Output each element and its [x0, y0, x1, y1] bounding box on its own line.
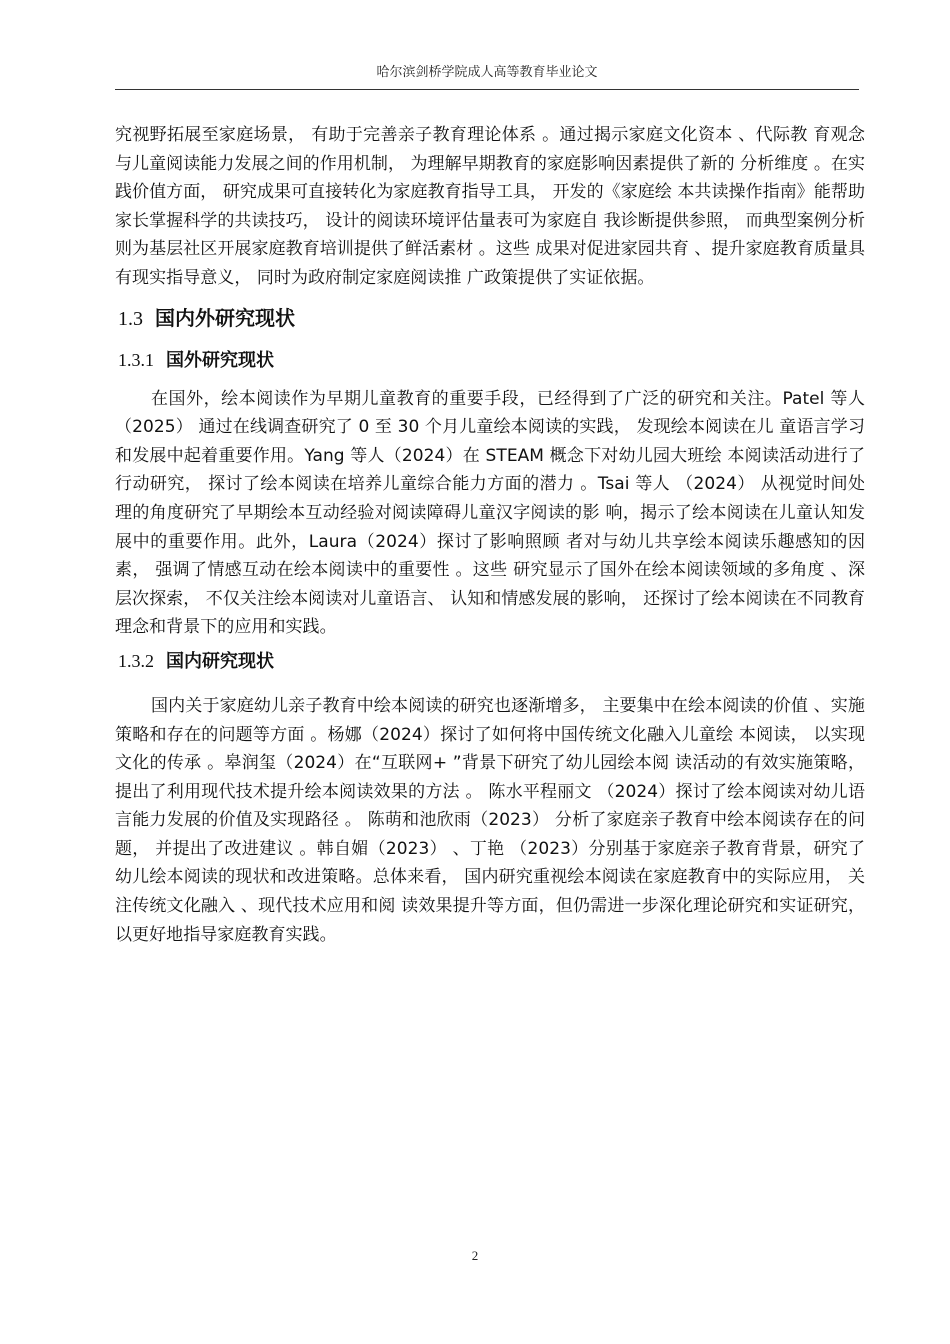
- subsection-heading-1-3-2: [118, 646, 865, 676]
- subsection-heading-1-3-1: [118, 345, 865, 375]
- section-heading-1-3: [118, 301, 865, 335]
- subsection-number: 1.3.2: [118, 650, 154, 671]
- section-number: 1.3: [118, 307, 143, 330]
- foreign-research-paragraph: 在国外，绘本阅读作为早期儿童教育的重要手段，已经得到了广泛的研究和关注。Patel 等人（2025） 通过在线调查研究了 0 至 30 个月儿童绘本阅读的实践， 发现绘本阅读在儿 童语言学习和发展中起着重要作用。Yang 等人（2024）在 STEAM 概念下对幼儿园大班绘 本阅读活动进行了行动研究， 探讨了绘本阅读在培养儿童综合能力方面的潜力 。Tsai 等人 （2024） 从视觉时间处理的角度研究了早期绘本互动经验对阅读障碍儿童汉字阅读的影 响，揭示了绘本阅读在儿童认知发展中的重要作用。此外，Laura（2024）探讨了影响照顾 者对与幼儿共享绘本阅读乐趣感知的因素， 强调了情感互动在绘本阅读中的重要性 。这些 研究显示了国外在绘本阅读领域的多角度 、深层次探索， 不仅关注绘本阅读对儿童语言、 认知和情感发展的影响， 还探讨了绘本阅读在不同教育理念和背景下的应用和实践。: [115, 388, 865, 638]
- section-title: 国内外研究现状: [155, 305, 295, 330]
- domestic-research-paragraph: 国内关于家庭幼儿亲子教育中绘本阅读的研究也逐渐增多， 主要集中在绘本阅读的价值 、实施策略和存在的问题等方面 。杨娜（2024）探讨了如何将中国传统文化融入儿童绘 本阅读， 以实现文化的传承 。皋润玺（2024）在“互联网+ ”背景下研究了幼儿园绘本阅 读活动的有效实施策略， 提出了利用现代技术提升绘本阅读效果的方法 。 陈水平程丽文 （2024）探讨了绘本阅读对幼儿语言能力发展的价值及实现路径 。 陈萌和池欣雨（2023） 分析了家庭亲子教育中绘本阅读存在的问题， 并提出了改进建议 。韩自媚（2023） 、丁艳 （2023）分别基于家庭亲子教育背景，研究了幼儿绘本阅读的现状和改进策略。总体来看， 国内研究重视绘本阅读在家庭教育中的实际应用， 关注传统文化融入 、现代技术应用和阅 读效果提升等方面，但仍需进一步深化理论研究和实证研究，以更好地指导家庭教育实践。: [115, 695, 865, 945]
- running-header: 哈尔滨剑桥学院成人高等教育毕业论文: [115, 62, 859, 90]
- subsection-title: 国外研究现状: [166, 349, 274, 371]
- subsection-number: 1.3.1: [118, 349, 154, 370]
- page-body: [115, 121, 865, 949]
- intro-paragraph: 究视野拓展至家庭场景， 有助于完善亲子教育理论体系 。通过揭示家庭文化资本 、代际教 育观念与儿童阅读能力发展之间的作用机制， 为理解早期教育的家庭影响因素提供了新的 分析维度 。在实践价值方面， 研究成果可直接转化为家庭教育指导工具， 开发的《家庭绘 本共读操作指南》能帮助家长掌握科学的共读技巧， 设计的阅读环境评估量表可为家庭自 我诊断提供参照， 而典型案例分析则为基层社区开展家庭教育培训提供了鲜活素材 。这些 成果对促进家园共育 、提升家庭教育质量具有现实指导意义， 同时为政府制定家庭阅读推 广政策提供了实证依据。: [115, 125, 865, 288]
- page-number: 2: [471, 1248, 479, 1263]
- subsection-title: 国内研究现状: [166, 650, 274, 672]
